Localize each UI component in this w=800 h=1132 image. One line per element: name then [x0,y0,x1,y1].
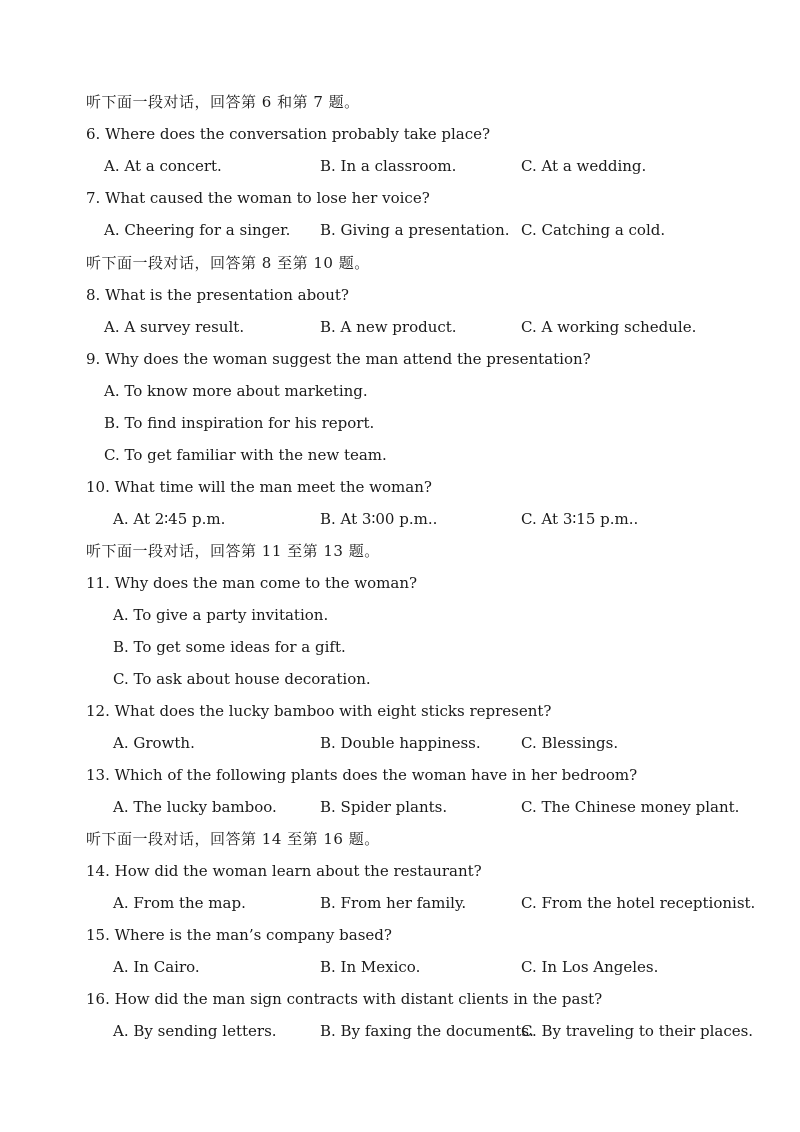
options-row [0,156,800,188]
option-b[interactable]: B. By faxing the documents. [320,1022,534,1040]
option-a[interactable]: A. A survey result. [104,318,245,336]
option-c[interactable]: C. To ask about house decoration. [113,670,371,688]
option-b[interactable]: B. In Mexico. [320,958,421,976]
option-c[interactable]: C. At 3∶15 p.m.. [521,510,639,528]
option-c-row [0,669,800,701]
option-b[interactable]: B. Spider plants. [320,798,448,816]
option-a[interactable]: A. At 2∶45 p.m. [113,510,226,528]
option-a[interactable]: A. Growth. [113,734,195,752]
option-b[interactable]: B. Giving a presentation. [320,221,510,239]
question-stem: 10. What time will the man meet the woman? [86,478,432,496]
option-b-row [0,637,800,669]
option-a[interactable]: A. By sending letters. [113,1022,277,1040]
option-a-row [0,381,800,413]
section-instruction: 听下面一段对话，回答第 11 至第 13 题。 [86,542,380,560]
question-stem: 6. Where does the conversation probably take place? [86,125,491,143]
options-row [0,317,800,349]
section-instruction: 听下面一段对话，回答第 8 至第 10 题。 [86,254,370,272]
option-a[interactable]: A. To know more about marketing. [104,382,368,400]
options-row [0,509,800,541]
option-b[interactable]: B. To get some ideas for a gift. [113,638,346,656]
option-c[interactable]: C. The Chinese money plant. [521,798,740,816]
option-c[interactable]: C. Blessings. [521,734,619,752]
option-c-row [0,445,800,477]
option-b[interactable]: B. Double happiness. [320,734,481,752]
option-a[interactable]: A. In Cairo. [113,958,200,976]
options-row [0,957,800,989]
option-c[interactable]: C. To get familiar with the new team. [104,446,387,464]
option-b-row [0,413,800,445]
option-a[interactable]: A. The lucky bamboo. [113,798,277,816]
option-a[interactable]: A. To give a party invitation. [113,606,329,624]
option-a[interactable]: A. Cheering for a singer. [104,221,291,239]
options-row [0,893,800,925]
option-b[interactable]: B. In a classroom. [320,157,457,175]
question-stem: 15. Where is the man’s company based? [86,926,392,944]
option-c[interactable]: C. From the hotel receptionist. [521,894,756,912]
option-c[interactable]: C. At a wedding. [521,157,647,175]
options-row [0,220,800,252]
question-stem: 13. Which of the following plants does the woman have in her bedroom? [86,766,638,784]
question-stem: 9. Why does the woman suggest the man attend the presentation? [86,350,591,368]
option-a[interactable]: A. From the map. [113,894,246,912]
question-stem: 14. How did the woman learn about the restaurant? [86,862,482,880]
option-c[interactable]: C. By traveling to their places. [521,1022,754,1040]
section-instruction: 听下面一段对话，回答第 6 和第 7 题。 [86,93,360,111]
option-b[interactable]: B. From her family. [320,894,467,912]
option-c[interactable]: C. A working schedule. [521,318,697,336]
option-c[interactable]: C. In Los Angeles. [521,958,659,976]
options-row [0,797,800,829]
option-c[interactable]: C. Catching a cold. [521,221,666,239]
options-row [0,733,800,765]
question-stem: 11. Why does the man come to the woman? [86,574,418,592]
option-b[interactable]: B. At 3∶00 p.m.. [320,510,438,528]
question-stem: 16. How did the man sign contracts with distant clients in the past? [86,990,603,1008]
options-row [0,1021,800,1053]
option-b[interactable]: B. A new product. [320,318,457,336]
option-b[interactable]: B. To find inspiration for his report. [104,414,375,432]
option-a-row [0,605,800,637]
question-stem: 8. What is the presentation about? [86,286,349,304]
question-stem: 12. What does the lucky bamboo with eight sticks represent? [86,702,552,720]
question-stem: 7. What caused the woman to lose her voice? [86,189,430,207]
section-instruction: 听下面一段对话，回答第 14 至第 16 题。 [86,830,380,848]
option-a[interactable]: A. At a concert. [104,157,222,175]
